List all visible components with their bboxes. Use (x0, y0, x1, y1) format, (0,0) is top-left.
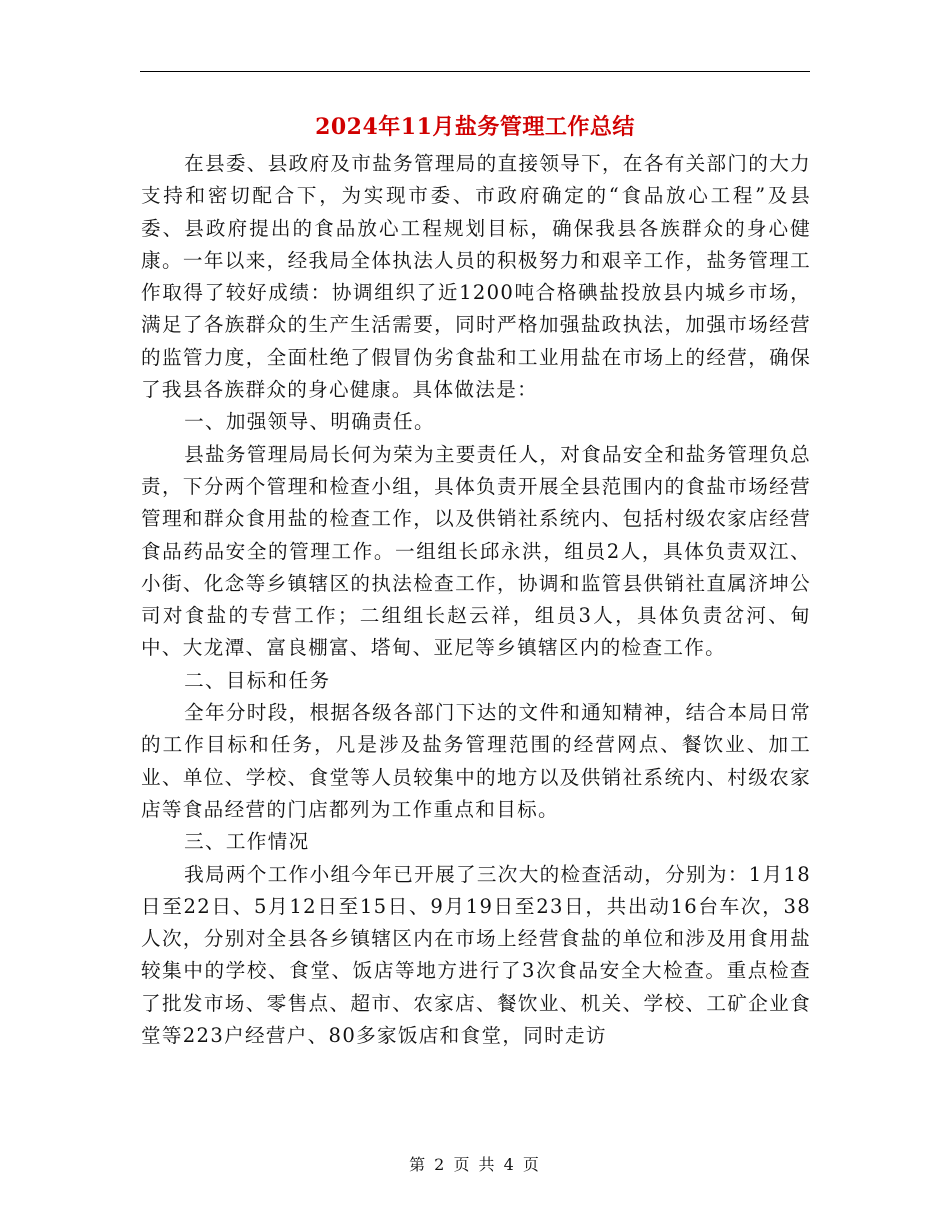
section-heading-3: 三、工作情况 (184, 830, 310, 854)
paragraph-section-3: 我局两个工作小组今年已开展了三次大的检查活动，分别为：1月18日至22日、5月12日至15日、9月19日至23日，共出动16台车次，38人次，分别对全县各乡镇辖区内在市场上经营食盐的单位和涉及用食用盐较集中的学校、食堂、饭店等地方进行了3次食品安全大检查。重点检查了批发市场、零售点、超市、农家店、餐饮业、机关、学校、工矿企业食堂等223户经营户、80多家饭店和食堂，同时走访 (141, 862, 811, 1048)
header-rule (140, 71, 810, 72)
paragraph-section-1: 县盐务管理局局长何为荣为主要责任人，对食品安全和盐务管理负总责，下分两个管理和检查小组，具体负责开展全县范围内的食盐市场经营管理和群众食用盐的检查工作，以及供销社系统内、包括村级农家店经营食品药品安全的管理工作。一组组长邱永洪，组员2人，具体负责双江、小街、化念等乡镇辖区的执法检查工作，协调和监管县供销社直属济坤公司对食盐的专营工作；二组组长赵云祥，组员3人，具体负责岔河、甸中、大龙潭、富良棚富、塔甸、亚尼等乡镇辖区内的检查工作。 (141, 442, 811, 660)
section-heading-1: 一、加强领导、明确责任。 (184, 410, 435, 434)
document-body (141, 148, 811, 1052)
document-title: 2024年11月盐务管理工作总结 (315, 114, 635, 140)
page-footer: 第 2 页 共 4 页 (409, 1155, 541, 1174)
paragraph-intro: 在县委、县政府及市盐务管理局的直接领导下，在各有关部门的大力支持和密切配合下，为实现市委、市政府确定的“食品放心工程”及县委、县政府提出的食品放心工程规划目标，确保我县各族群众的身心健康。一年以来，经我局全体执法人员的积极努力和艰辛工作，盐务管理工作取得了较好成绩：协调组织了近1200吨合格碘盐投放县内城乡市场，满足了各族群众的生产生活需要，同时严格加强盐政执法，加强市场经营的监管力度，全面杜绝了假冒伪劣食盐和工业用盐在市场上的经营，确保了我县各族群众的身心健康。具体做法是： (141, 152, 811, 402)
section-heading-2: 二、目标和任务 (184, 668, 331, 692)
paragraph-section-2: 全年分时段，根据各级各部门下达的文件和通知精神，结合本局日常的工作目标和任务，凡是涉及盐务管理范围的经营网点、餐饮业、加工业、单位、学校、食堂等人员较集中的地方以及供销社系统内、村级农家店等食品经营的门店都列为工作重点和目标。 (141, 701, 811, 821)
